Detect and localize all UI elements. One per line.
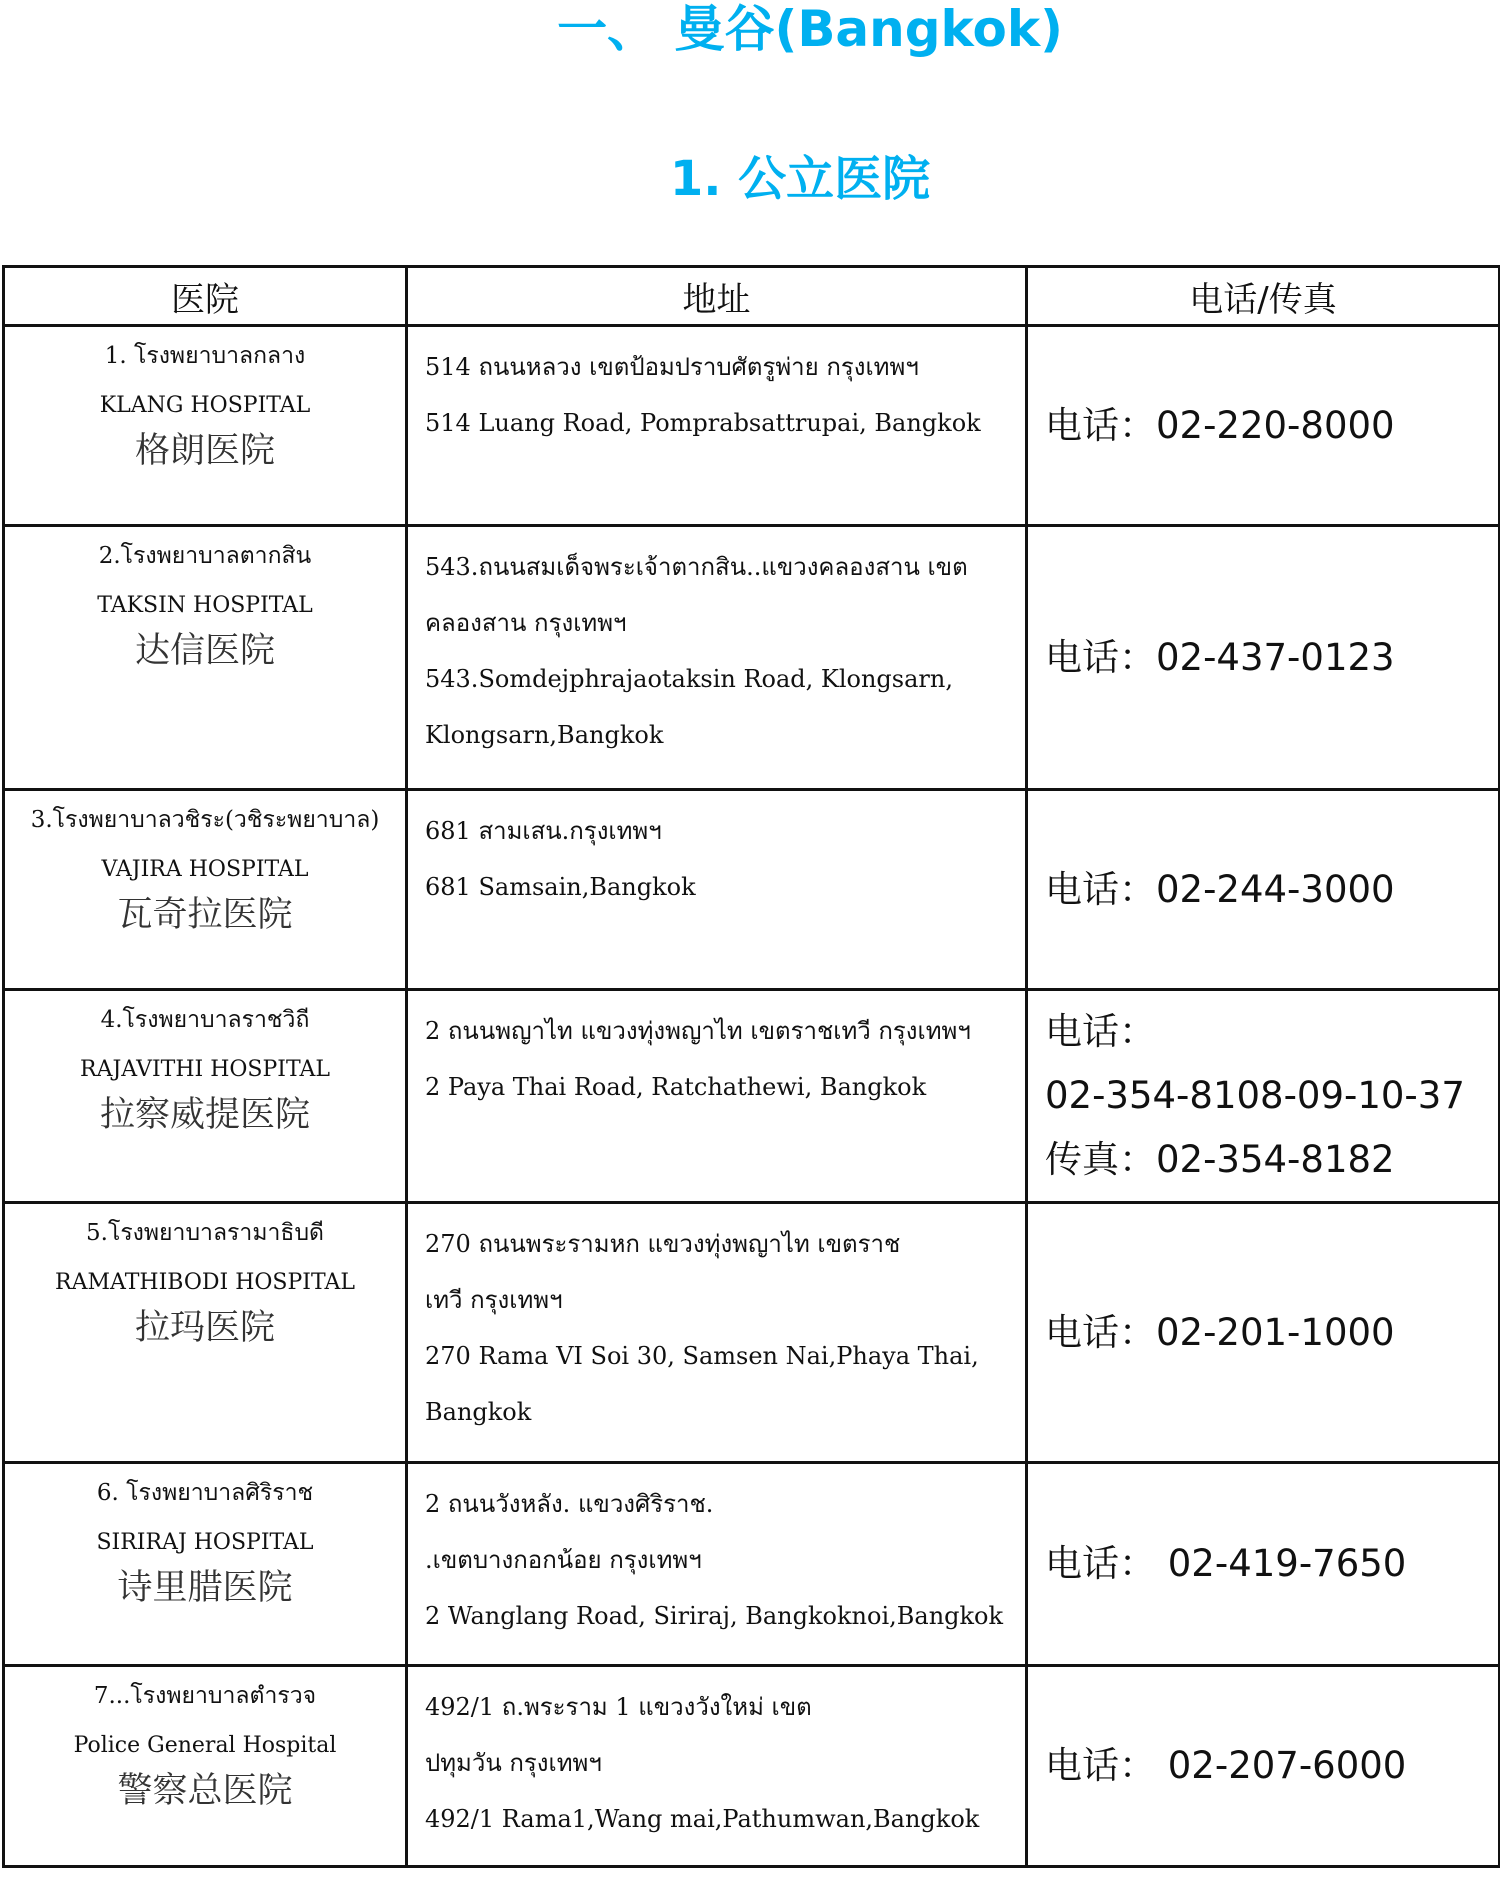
address-line: 270 ถนนพระรามหก แขวงทุ่งพญาไท เขตราช bbox=[425, 1230, 901, 1258]
phone-cell bbox=[1027, 990, 1500, 1203]
hospital-name-thai: 7...โรงพยาบาลตำรวจ bbox=[93, 1683, 317, 1709]
hospital-name-english: Police General Hospital bbox=[73, 1733, 337, 1758]
subsection-title: 1. 公立医院 bbox=[669, 151, 931, 207]
phone-line: 电话： bbox=[1045, 1010, 1156, 1053]
hospital-name-cell bbox=[4, 1463, 407, 1666]
address-cell bbox=[407, 326, 1027, 526]
address-line: 270 Rama VI Soi 30, Samsen Nai,Phaya Thai, bbox=[425, 1342, 979, 1370]
hospital-name-english: RAJAVITHI HOSPITAL bbox=[80, 1057, 330, 1082]
address-line: 2 ถนนพญาไท แขวงทุ่งพญาไท เขตราชเทวี กรุงเทพฯ bbox=[425, 1017, 971, 1045]
hospital-name-english: SIRIRAJ HOSPITAL bbox=[96, 1530, 314, 1555]
address-line: 514 Luang Road, Pomprabsattrupai, Bangkok bbox=[425, 409, 981, 437]
address-cell bbox=[407, 1463, 1027, 1666]
address-line: .เขตบางกอกน้อย กรุงเทพฯ bbox=[425, 1546, 702, 1574]
address-line: คลองสาน กรุงเทพฯ bbox=[425, 609, 627, 637]
address-cell bbox=[407, 1666, 1027, 1867]
address-line: 543.ถนนสมเด็จพระเจ้าตากสิน..แขวงคลองสาน เขต bbox=[425, 553, 968, 581]
hospital-name-chinese: 格朗医院 bbox=[134, 431, 275, 471]
hospital-name-cell bbox=[4, 326, 407, 526]
hospital-name-cell bbox=[4, 1666, 407, 1867]
hospital-name-chinese: 瓦奇拉医院 bbox=[117, 895, 293, 935]
phone-cell bbox=[1027, 1666, 1500, 1867]
header-address: 地址 bbox=[407, 267, 1027, 326]
address-line: 514 ถนนหลวง เขตป้อมปราบศัตรูพ่าย กรุงเทพฯ bbox=[425, 353, 919, 381]
hospital-table bbox=[2, 265, 1500, 1868]
address-line: 2 Wanglang Road, Siriraj, Bangkoknoi,Bangkok bbox=[425, 1602, 1004, 1630]
hospital-name-english: RAMATHIBODI HOSPITAL bbox=[55, 1270, 355, 1295]
phone-line: 电话： 02-207-6000 bbox=[1045, 1744, 1407, 1787]
phone-cell bbox=[1027, 790, 1500, 990]
table-row bbox=[4, 790, 1500, 990]
address-cell bbox=[407, 990, 1027, 1203]
address-line: ปทุมวัน กรุงเทพฯ bbox=[425, 1749, 602, 1777]
table-row bbox=[4, 1666, 1500, 1867]
phone-line: 电话：02-437-0123 bbox=[1045, 635, 1395, 679]
section-title: 一、 曼谷(Bangkok) bbox=[557, 0, 1063, 58]
hospital-name-thai: 5.โรงพยาบาลรามาธิบดี bbox=[86, 1220, 324, 1246]
hospital-name-chinese: 警察总医院 bbox=[117, 1771, 293, 1811]
header-phone-fax: 电话/传真 bbox=[1027, 267, 1500, 326]
address-line: 492/1 Rama1,Wang mai,Pathumwan,Bangkok bbox=[425, 1805, 980, 1833]
hospital-name-thai: 3.โรงพยาบาลวชิระ(วชิระพยาบาล) bbox=[30, 807, 380, 833]
address-line: เทวี กรุงเทพฯ bbox=[425, 1286, 563, 1314]
phone-line: 电话： 02-419-7650 bbox=[1045, 1542, 1407, 1585]
hospital-name-cell bbox=[4, 990, 407, 1203]
table-row bbox=[4, 1463, 1500, 1666]
hospital-name-cell bbox=[4, 790, 407, 990]
phone-cell bbox=[1027, 326, 1500, 526]
hospital-name-thai: 1. โรงพยาบาลกลาง bbox=[104, 343, 306, 369]
hospital-name-english: TAKSIN HOSPITAL bbox=[97, 593, 313, 618]
phone-cell bbox=[1027, 526, 1500, 790]
phone-line: 02-354-8108-09-10-37 bbox=[1045, 1074, 1465, 1117]
phone-cell bbox=[1027, 1203, 1500, 1463]
address-line: 492/1 ถ.พระราม 1 แขวงวังใหม่ เขต bbox=[425, 1693, 812, 1721]
address-line: 681 Samsain,Bangkok bbox=[425, 873, 696, 901]
hospital-name-chinese: 拉察威提医院 bbox=[99, 1095, 310, 1135]
phone-line: 电话：02-201-1000 bbox=[1045, 1310, 1395, 1354]
hospital-name-chinese: 诗里腊医院 bbox=[117, 1568, 293, 1608]
address-line: 2 ถนนวังหลัง. แขวงศิริราช. bbox=[425, 1490, 714, 1518]
table-row bbox=[4, 990, 1500, 1203]
phone-line: 电话：02-220-8000 bbox=[1045, 403, 1395, 447]
phone-cell bbox=[1027, 1463, 1500, 1666]
address-line: 2 Paya Thai Road, Ratchathewi, Bangkok bbox=[425, 1073, 927, 1101]
header-hospital: 医院 bbox=[4, 267, 407, 326]
hospital-name-cell bbox=[4, 526, 407, 790]
table-row bbox=[4, 326, 1500, 526]
phone-line: 传真：02-354-8182 bbox=[1045, 1138, 1395, 1181]
address-cell bbox=[407, 526, 1027, 790]
table-row bbox=[4, 1203, 1500, 1463]
address-line: Klongsarn,Bangkok bbox=[425, 721, 664, 749]
address-line: 681 สามเสน.กรุงเทพฯ bbox=[425, 817, 662, 845]
table-header-row bbox=[4, 267, 1500, 326]
hospital-name-chinese: 拉玛医院 bbox=[134, 1308, 275, 1348]
table-row bbox=[4, 526, 1500, 790]
hospital-name-thai: 4.โรงพยาบาลราชวิถี bbox=[100, 1007, 310, 1033]
hospital-name-thai: 6. โรงพยาบาลศิริราช bbox=[96, 1480, 314, 1506]
hospital-name-english: VAJIRA HOSPITAL bbox=[101, 857, 309, 882]
address-line: 543.Somdejphrajaotaksin Road, Klongsarn, bbox=[425, 665, 953, 693]
address-cell bbox=[407, 1203, 1027, 1463]
address-cell bbox=[407, 790, 1027, 990]
phone-line: 电话：02-244-3000 bbox=[1045, 867, 1395, 911]
hospital-name-cell bbox=[4, 1203, 407, 1463]
hospital-name-thai: 2.โรงพยาบาลตากสิน bbox=[98, 543, 312, 569]
hospital-name-chinese: 达信医院 bbox=[134, 631, 275, 671]
hospital-name-english: KLANG HOSPITAL bbox=[99, 393, 311, 418]
address-line: Bangkok bbox=[425, 1398, 532, 1426]
